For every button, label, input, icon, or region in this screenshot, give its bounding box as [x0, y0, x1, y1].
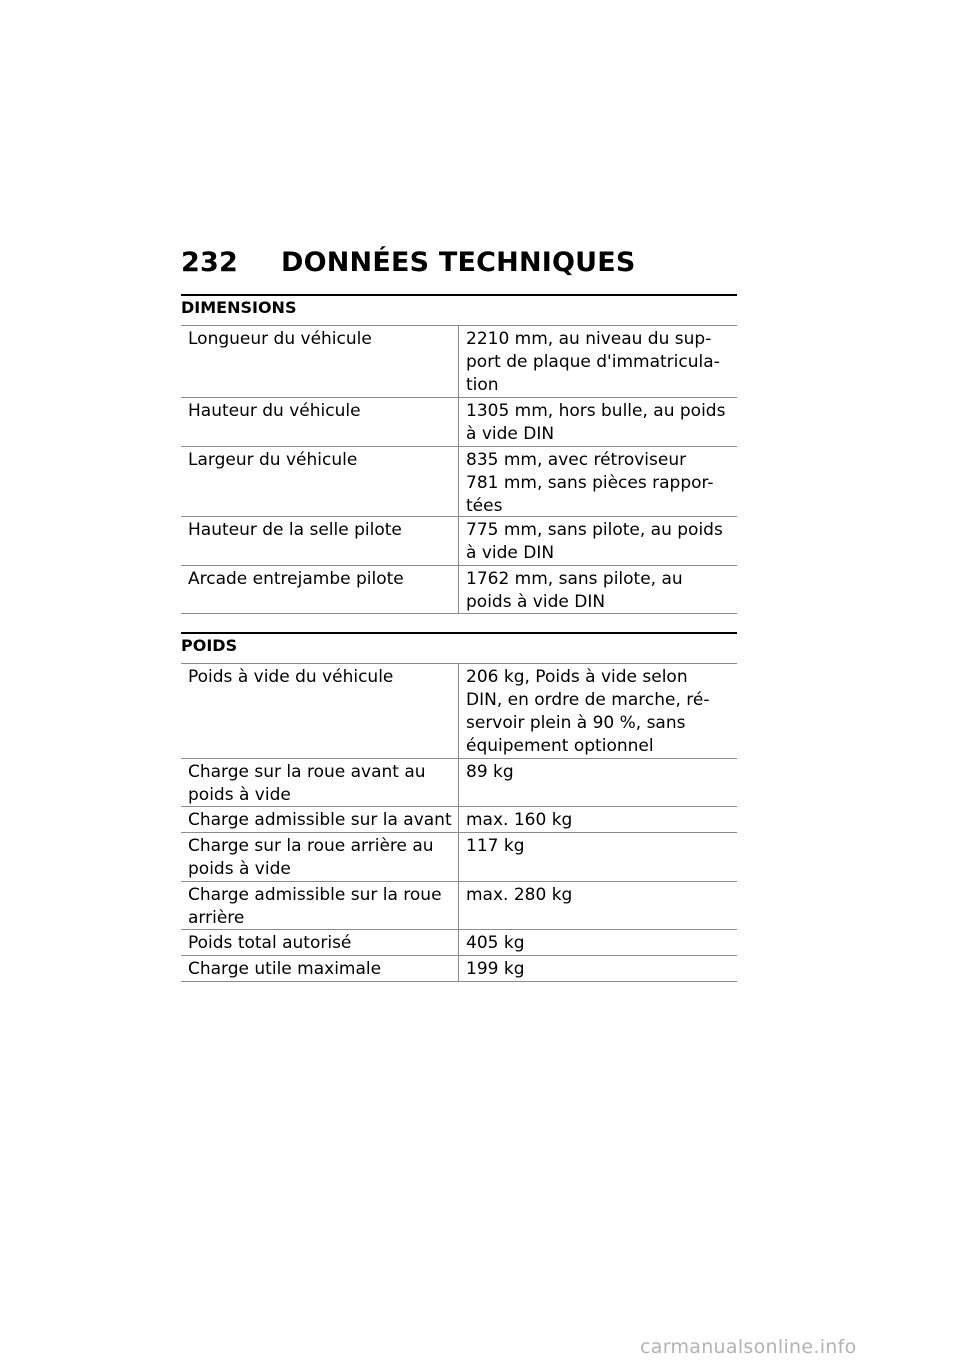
section-dimensions: [181, 294, 737, 614]
row-label: Longueur du véhicule: [181, 326, 459, 397]
table-row: [181, 882, 737, 930]
row-value: 775 mm, sans pilote, au poids à vide DIN: [466, 520, 723, 563]
table-row: [181, 398, 737, 447]
row-value: 2210 mm, au niveau du sup- port de plaque d'immatricula- tion: [466, 329, 720, 395]
watermark: carmanualsonline.info: [640, 1336, 857, 1358]
section-poids: [181, 632, 737, 982]
row-value: max. 160 kg: [466, 810, 573, 830]
table-row: [181, 930, 737, 956]
table-row: [181, 759, 737, 807]
row-label: Arcade entrejambe pilote: [181, 566, 459, 613]
table-row: [181, 664, 737, 759]
row-label: Charge utile maximale: [181, 956, 459, 981]
row-label: Poids à vide du véhicule: [181, 664, 459, 758]
row-value: 117 kg: [466, 836, 525, 856]
row-value: 835 mm, avec rétroviseur 781 mm, sans pièces rappor- tées: [466, 450, 714, 516]
table-row: [181, 956, 737, 982]
row-label: Charge sur la roue avant au poids à vide: [181, 759, 459, 806]
table-row: [181, 517, 737, 566]
section-heading: POIDS: [181, 632, 737, 664]
row-label: Hauteur de la selle pilote: [181, 517, 459, 565]
table-row: [181, 326, 737, 398]
table-row: [181, 447, 737, 517]
table-row: [181, 807, 737, 833]
table-row: [181, 833, 737, 882]
row-value: 199 kg: [466, 959, 525, 979]
row-value: 405 kg: [466, 933, 525, 953]
table-row: [181, 566, 737, 614]
row-label: Largeur du véhicule: [181, 447, 459, 516]
row-label: Charge admissible sur la roue arrière: [181, 882, 459, 929]
row-label: Poids total autorisé: [181, 930, 459, 955]
page-header: [181, 240, 741, 284]
row-value: 206 kg, Poids à vide selon DIN, en ordre de marche, ré- servoir plein à 90 %, sans équipement optionnel: [466, 667, 710, 756]
page-number: 232: [181, 246, 238, 278]
row-label: Hauteur du véhicule: [181, 398, 459, 446]
section-heading: DIMENSIONS: [181, 294, 737, 326]
row-value: 1305 mm, hors bulle, au poids à vide DIN: [466, 401, 726, 444]
row-label: Charge admissible sur la avant: [181, 807, 459, 832]
row-value: 89 kg: [466, 762, 514, 782]
row-value: 1762 mm, sans pilote, au poids à vide DIN: [466, 569, 683, 612]
row-label: Charge sur la roue arrière au poids à vide: [181, 833, 459, 881]
page-title: DONNÉES TECHNIQUES: [281, 246, 636, 278]
row-value: max. 280 kg: [466, 885, 573, 905]
